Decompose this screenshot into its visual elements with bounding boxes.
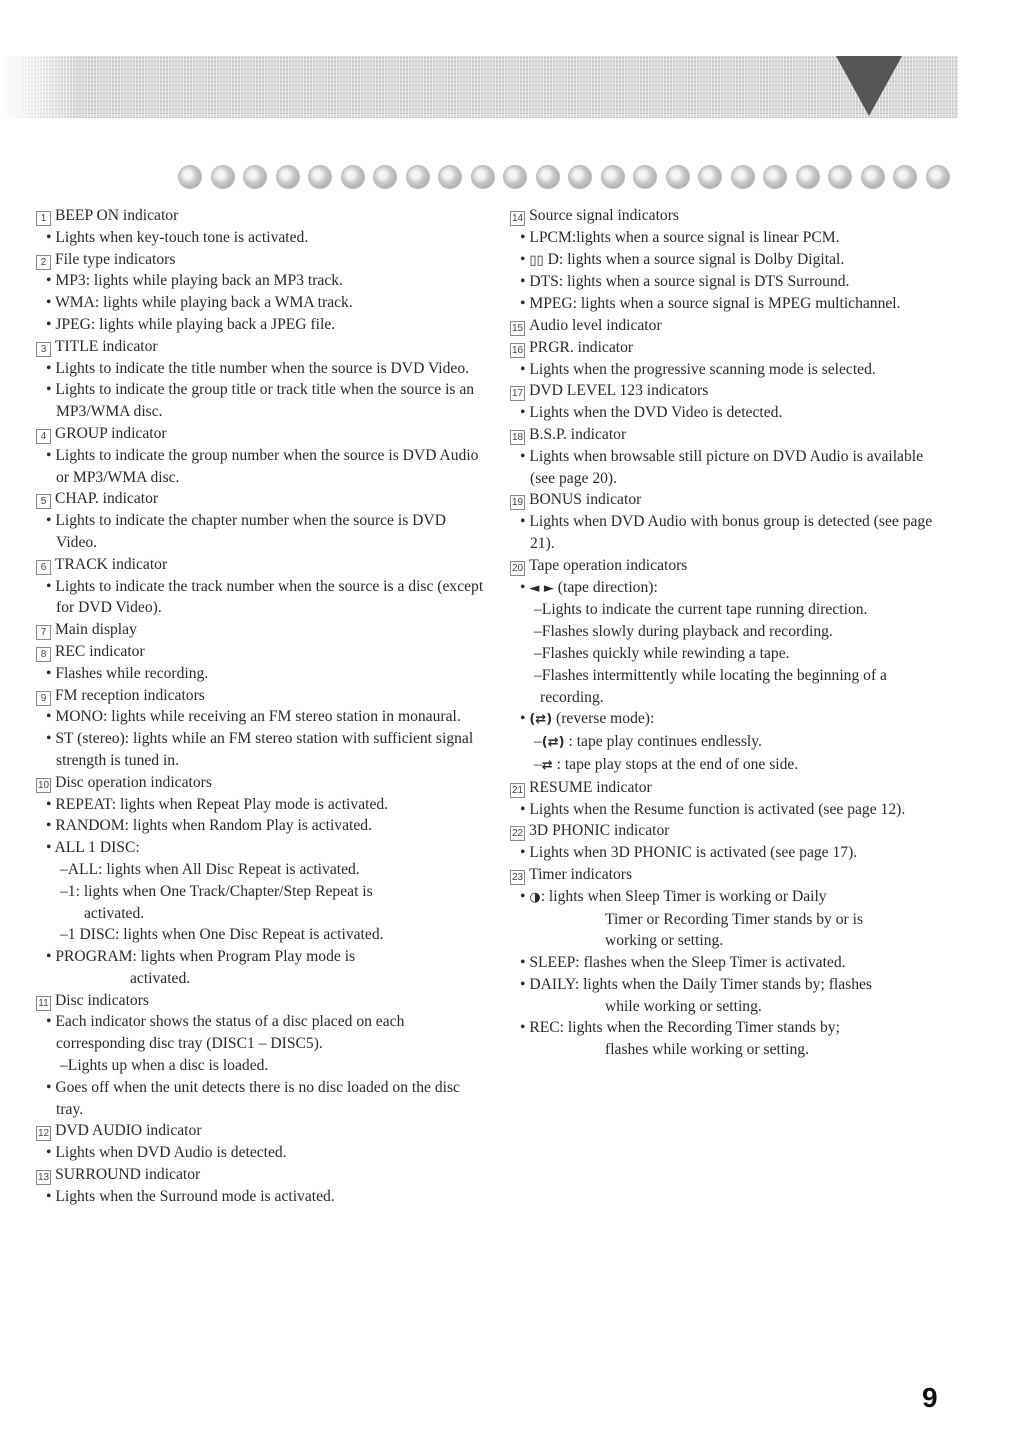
decorative-dot [666, 165, 690, 189]
bullet: • Lights to indicate the track number when the source is a disc (except for DVD Video). [36, 576, 488, 620]
item-8 [36, 641, 488, 685]
item-title: TITLE indicator [55, 337, 158, 355]
decorative-dot [503, 165, 527, 189]
decorative-dot [211, 165, 235, 189]
item-title: FM reception indicators [55, 686, 205, 704]
item-2 [36, 249, 488, 336]
item-18 [510, 424, 950, 489]
item-6 [36, 554, 488, 619]
bullet: • REC: lights when the Recording Timer stands by; [510, 1017, 950, 1039]
sub-bullet: – Flashes slowly during playback and recording. [510, 621, 950, 643]
bullet-cont: working or setting. [605, 932, 724, 950]
item-14 [510, 205, 950, 315]
item-number: 5 [36, 494, 51, 509]
reverse-endless-icon: (⇄) [541, 735, 565, 751]
sub-bullet: – ALL: lights when All Disc Repeat is activated. [36, 859, 488, 881]
bullet: • REPEAT: lights when Repeat Play mode is activated. [36, 794, 488, 816]
decorative-dot [601, 165, 625, 189]
item-12 [36, 1120, 488, 1164]
decorative-dot [828, 165, 852, 189]
bullet-cont: flashes while working or setting. [605, 1041, 809, 1059]
item-number: 12 [38, 1128, 50, 1140]
header-banner [0, 56, 958, 118]
timer-icon: ◑ [529, 889, 541, 905]
item-21 [510, 777, 950, 821]
item-number: 9 [36, 691, 51, 706]
item-title: CHAP. indicator [55, 490, 159, 508]
item-number: 18 [512, 431, 524, 443]
bullet: • Lights when DVD Audio with bonus group is detected (see page 21). [510, 511, 950, 555]
sub-bullet: – Flashes quickly while rewinding a tape. [510, 643, 950, 665]
bullet: • SLEEP: flashes when the Sleep Timer is activated. [510, 952, 950, 974]
bullet: • Lights when the Resume function is activated (see page 12). [510, 799, 950, 821]
item-title: Timer indicators [529, 865, 633, 883]
section-marker-triangle [836, 56, 902, 116]
bullet: • MP3: lights while playing back an MP3 track. [36, 270, 488, 292]
item-1 [36, 205, 488, 249]
item-number: 14 [512, 213, 524, 224]
bullet: • MONO: lights while receiving an FM stereo station in monaural. [36, 706, 488, 728]
bullet: • ▯▯ D: lights when a source signal is Dolby Digital. [510, 249, 950, 272]
sub-bullet: – ⇄ : tape play stops at the end of one side. [510, 754, 950, 777]
banner-fade [0, 56, 80, 118]
item-3 [36, 336, 488, 423]
item-number: 2 [36, 255, 51, 270]
sub-bullet: – Lights to indicate the current tape running direction. [510, 599, 950, 621]
decorative-dot [698, 165, 722, 189]
bullet: • Flashes while recording. [36, 663, 488, 685]
item-title: TRACK indicator [55, 555, 168, 573]
bullet: • RANDOM: lights when Random Play is activated. [36, 815, 488, 837]
bullet: • Lights when 3D PHONIC is activated (see page 17). [510, 842, 950, 864]
bullet: • Lights to indicate the group title or track title when the source is an MP3/WMA disc. [36, 379, 488, 423]
bullet: • Lights to indicate the title number when the source is DVD Video. [36, 358, 488, 380]
dolby-icon: ▯▯ [529, 252, 544, 268]
bullet: • Lights to indicate the group number when the source is DVD Audio or MP3/WMA disc. [36, 445, 488, 489]
item-number: 6 [36, 560, 51, 575]
bullet: • Lights when the progressive scanning mode is selected. [510, 359, 950, 381]
item-7 [36, 619, 488, 641]
bullet-cont: while working or setting. [605, 997, 762, 1015]
item-number: 15 [512, 322, 524, 334]
sub-bullet: – Flashes intermittently while locating the beginning of a recording. [510, 665, 950, 709]
item-4 [36, 423, 488, 488]
decorative-dot-row [178, 165, 948, 199]
decorative-dot [243, 165, 267, 189]
decorative-dot [471, 165, 495, 189]
reverse-one-side-icon: ⇄ [541, 757, 553, 773]
bullet: • Lights when browsable still picture on DVD Audio is available (see page 20). [510, 446, 950, 490]
bullet-cont: activated. [130, 969, 191, 987]
right-column [510, 205, 950, 1061]
bullet: • DAILY: lights when the Daily Timer stands by; flashes [510, 974, 950, 996]
bullet: • (⇄) (reverse mode): [510, 708, 950, 731]
item-title: Audio level indicator [529, 316, 662, 334]
item-title: PRGR. indicator [529, 338, 634, 356]
item-5 [36, 488, 488, 553]
bullet: • Lights when key-touch tone is activated. [36, 227, 488, 249]
decorative-dot [568, 165, 592, 189]
bullet: • Lights when the Surround mode is activated. [36, 1186, 488, 1208]
item-title: Tape operation indicators [529, 556, 688, 574]
item-title: 3D PHONIC indicator [529, 822, 670, 840]
item-title: B.S.P. indicator [529, 425, 627, 443]
item-number: 22 [512, 828, 524, 840]
sub-bullet: – 1 DISC: lights when One Disc Repeat is activated. [36, 924, 488, 946]
item-title: BEEP ON indicator [55, 207, 179, 224]
item-title: BONUS indicator [529, 491, 642, 509]
item-number: 4 [36, 429, 51, 444]
left-column [36, 205, 488, 1208]
bullet: • Goes off when the unit detects there is no disc loaded on the disc tray. [36, 1077, 488, 1121]
item-title: Source signal indicators [529, 207, 679, 224]
item-title: Disc indicators [55, 991, 149, 1009]
item-number: 16 [512, 344, 524, 356]
decorative-dot [308, 165, 332, 189]
item-number: 21 [512, 784, 524, 796]
item-title: DVD LEVEL 123 indicators [529, 382, 709, 400]
tape-direction-icon: ◄ ► [529, 580, 554, 596]
sub-bullet: – 1: lights when One Track/Chapter/Step Repeat is [36, 881, 488, 903]
item-23 [510, 864, 950, 1061]
item-title: GROUP indicator [55, 424, 167, 442]
item-22 [510, 820, 950, 864]
bullet: • Lights when DVD Audio is detected. [36, 1142, 488, 1164]
bullet: • WMA: lights while playing back a WMA track. [36, 292, 488, 314]
sub-bullet-cont: activated. [84, 904, 145, 922]
item-title: File type indicators [55, 250, 176, 268]
item-number: 10 [38, 779, 50, 791]
bullet: • Each indicator shows the status of a disc placed on each corresponding disc tray (DISC1 – DISC5). [36, 1011, 488, 1055]
decorative-dot [178, 165, 202, 189]
item-title: REC indicator [55, 642, 145, 660]
bullet: • DTS: lights when a source signal is DTS Surround. [510, 271, 950, 293]
bullet: • Lights to indicate the chapter number when the source is DVD Video. [36, 510, 488, 554]
bullet: • JPEG: lights while playing back a JPEG file. [36, 314, 488, 336]
item-title: RESUME indicator [529, 778, 652, 796]
decorative-dot [861, 165, 885, 189]
bullet: • ST (stereo): lights while an FM stereo station with sufficient signal strength is tuned in. [36, 728, 488, 772]
item-number: 7 [36, 625, 51, 640]
item-20 [510, 555, 950, 777]
decorative-dot [373, 165, 397, 189]
reverse-mode-icon: (⇄) [529, 712, 553, 728]
page-number: 9 [922, 1382, 938, 1413]
item-9 [36, 685, 488, 772]
item-title: Main display [55, 621, 137, 639]
bullet-cont: Timer or Recording Timer stands by or is [605, 910, 864, 928]
item-title: DVD AUDIO indicator [55, 1122, 202, 1140]
bullet: • LPCM:lights when a source signal is linear PCM. [510, 227, 950, 249]
decorative-dot [438, 165, 462, 189]
decorative-dot [763, 165, 787, 189]
item-16 [510, 337, 950, 381]
item-number: 23 [512, 871, 524, 883]
item-17 [510, 380, 950, 424]
item-number: 20 [512, 562, 524, 574]
item-11 [36, 990, 488, 1121]
decorative-dot [731, 165, 755, 189]
bullet: • ◑: lights when Sleep Timer is working or Daily [510, 886, 950, 909]
item-15 [510, 315, 950, 337]
decorative-dot [796, 165, 820, 189]
bullet: • ALL 1 DISC: [36, 837, 488, 859]
decorative-dot [926, 165, 950, 189]
decorative-dot [341, 165, 365, 189]
item-13 [36, 1164, 488, 1208]
sub-bullet: – (⇄) : tape play continues endlessly. [510, 731, 950, 754]
sub-bullet: – Lights up when a disc is loaded. [36, 1055, 488, 1077]
item-number: 11 [36, 996, 51, 1011]
bullet: • ◄ ► (tape direction): [510, 577, 950, 600]
item-number: 8 [36, 647, 51, 662]
bullet: • Lights when the DVD Video is detected. [510, 402, 950, 424]
decorative-dot [536, 165, 560, 189]
bullet: • MPEG: lights when a source signal is MPEG multichannel. [510, 293, 950, 315]
item-19 [510, 489, 950, 554]
item-number: 13 [38, 1172, 50, 1184]
item-number: 3 [36, 342, 51, 357]
decorative-dot [633, 165, 657, 189]
item-number: 17 [512, 388, 524, 400]
decorative-dot [406, 165, 430, 189]
decorative-dot [893, 165, 917, 189]
item-title: SURROUND indicator [55, 1166, 201, 1184]
bullet: • PROGRAM: lights when Program Play mode is [36, 946, 488, 968]
item-title: Disc operation indicators [55, 773, 212, 791]
item-number: 1 [36, 211, 51, 226]
item-number: 19 [512, 497, 524, 509]
item-10 [36, 772, 488, 990]
decorative-dot [276, 165, 300, 189]
